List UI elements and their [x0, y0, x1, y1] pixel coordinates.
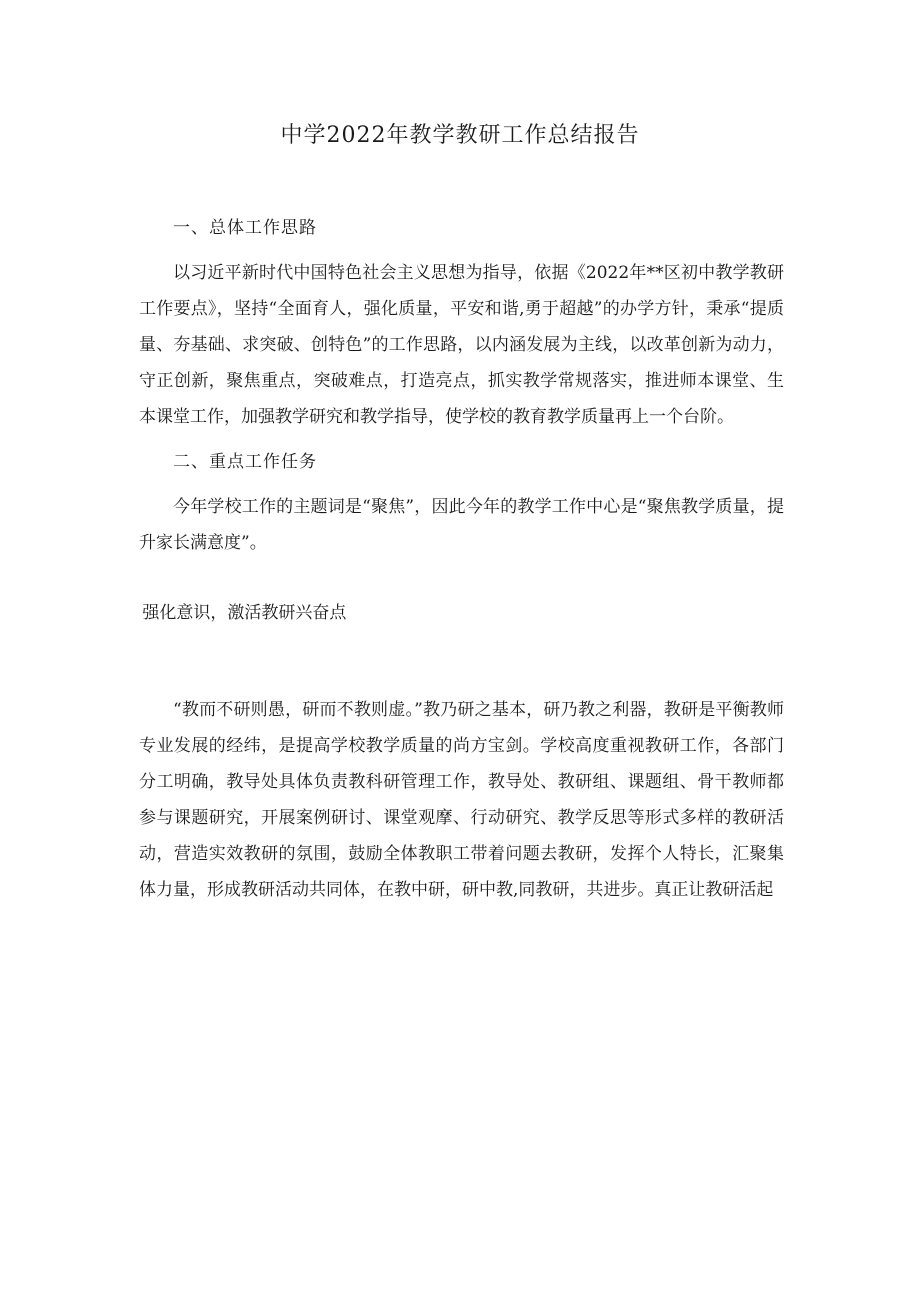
document-title: 中学2022年教学教研工作总结报告	[280, 123, 640, 148]
document-body	[139, 210, 784, 917]
sub-paragraph: “教而不研则愚，研而不教则虚。”教乃研之基本，研乃教之利器，教研是平衡教师专业发展的经纬，是提高学校教学质量的尚方宝剑。学校高度重视教研工作，各部门分工明确，教导处具体负责教科研管理工作，教导处、教研组、课题组、骨干教师都参与课题研究，开展案例研讨、课堂观摩、行动研究、教学反思等形式多样的教研活动，营造实效教研的氛围，鼓励全体教职工带着问题去教研，发挥个人特长，汇聚集体力量，形成教研活动共同体，在教中研，研中教,同教研，共进步。真正让教研活起	[139, 700, 784, 900]
sub-heading: 强化意识，激活教研兴奋点	[142, 603, 347, 623]
section-paragraph-1: 以习近平新时代中国特色社会主义思想为指导，依据《2022年**区初中教学教研工作要点》，坚持“全面育人，强化质量，平安和谐,勇于超越”的办学方针，秉承“提质量、夯基础、求突破、创特色”的工作思路，以内涵发展为主线，以改革创新为动力，守正创新，聚焦重点，突破难点，打造亮点，抓实教学常规落实，推进师本课堂、生本课堂工作，加强教学研究和教学指导，使学校的教育教学质量再上一个台阶。	[139, 263, 784, 427]
section-heading-2: 二、重点工作任务	[173, 452, 317, 472]
section-heading-1: 一、总体工作思路	[173, 218, 317, 238]
section-paragraph-2: 今年学校工作的主题词是“聚焦”，因此今年的教学工作中心是“聚焦教学质量，提升家长满意度”。	[139, 497, 784, 553]
